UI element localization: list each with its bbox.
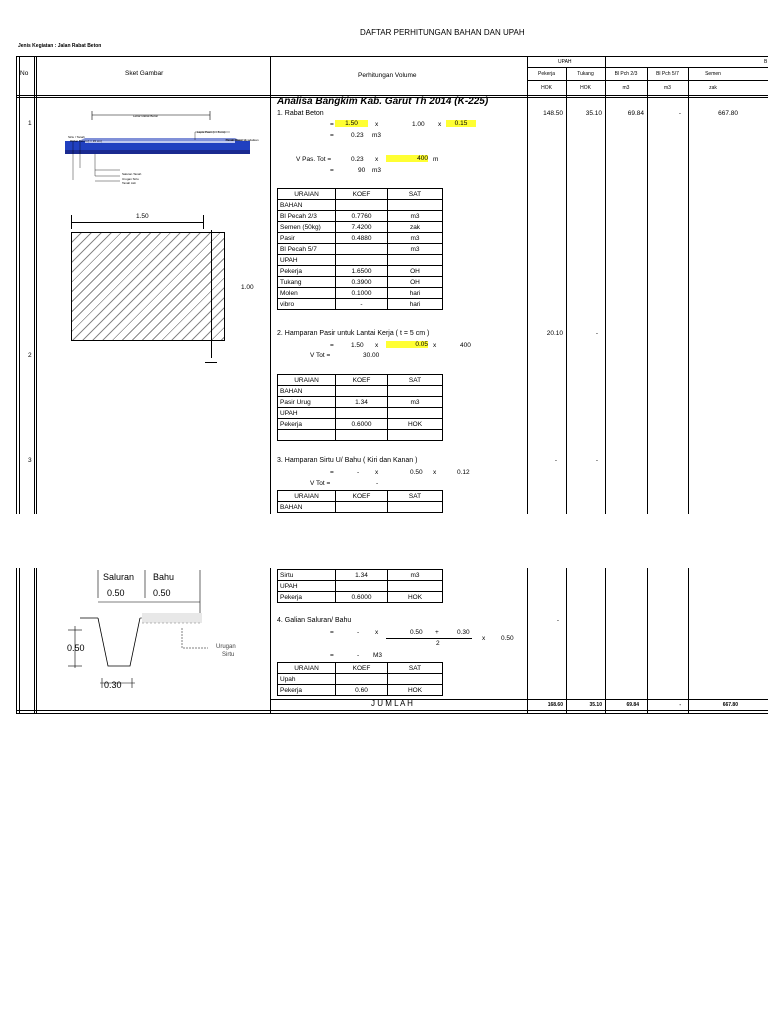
unit-blpch57: m3 (664, 85, 671, 91)
th-koef: KOEF (336, 375, 388, 386)
table-cell: Molen (278, 288, 336, 299)
road-label: Tanah Asli (122, 181, 136, 185)
analisa-title: Analisa Bangkim Kab. Garut Th 2014 (K-225) (277, 96, 489, 107)
item1-blpch23: 69.84 (627, 110, 644, 117)
item2-total-volume: 30.00 (363, 352, 380, 359)
table-cell: BAHAN (278, 200, 336, 211)
road-label: Rabat Beton (t = 15 cm) (70, 139, 102, 143)
item1-semen: 667.80 (718, 110, 738, 117)
table-cell: Pekerja (278, 419, 336, 430)
bahu-label: Bahu (153, 572, 175, 582)
table-cell (336, 674, 388, 685)
table-cell: 1.34 (336, 570, 388, 581)
th-uraian: URAIAN (278, 663, 336, 674)
table-cell: 0.3900 (336, 277, 388, 288)
total-blpch57: - (679, 702, 681, 708)
item1-no: 1 (28, 120, 32, 127)
item3-length: - (357, 469, 360, 476)
unit-label: m3 (372, 167, 382, 174)
sub-tukang: Tukang (577, 71, 594, 77)
item2-pekerja: 20.10 (546, 330, 563, 337)
col-sketch-header: Sket Gambar (125, 70, 164, 77)
th-koef: KOEF (336, 663, 388, 674)
table-cell: 0.60 (336, 685, 388, 696)
unit-tukang: HOK (580, 85, 591, 91)
road-label: Saluran Tanah (122, 172, 142, 176)
table-cell (388, 255, 443, 266)
koef-table-item4 (277, 662, 443, 696)
item4-divisor: 2 (436, 640, 440, 647)
item4-title: 4. Galian Saluran/ Bahu (277, 617, 352, 624)
item1-length: 1.50 (335, 120, 368, 127)
col-no-header: No (20, 70, 29, 77)
road-label: Tanah Dasar dipadatkan (226, 138, 259, 142)
item3-width: 0.50 (410, 469, 423, 476)
table-cell: HOK (388, 419, 443, 430)
urugan-label: Urugan (216, 644, 236, 650)
times-sign: x (375, 121, 379, 128)
road-label: Urugan Sirtu (122, 177, 139, 181)
table-cell: Pekerja (278, 592, 336, 603)
table-cell (388, 581, 443, 592)
item1-title: 1. Rabat Beton (277, 110, 324, 117)
eq-sign: = (330, 121, 334, 128)
table-cell: 1.34 (336, 397, 388, 408)
item1-pekerja: 148.50 (543, 110, 563, 117)
road-label: Lapis Pasir (t = 5 cm) (197, 130, 226, 134)
plan-width-label: 1.50 (136, 213, 149, 220)
vpas-a: 0.23 (351, 156, 364, 163)
table-cell (336, 255, 388, 266)
unit-label: M3 (373, 652, 383, 659)
vpas-length: 400 (386, 155, 428, 162)
times-sign: x (375, 156, 379, 163)
channel-svg (60, 568, 260, 693)
vtot-label: V Tot = (310, 480, 331, 487)
table-cell: BAHAN (278, 386, 336, 397)
col-upah-header: UPAH (558, 59, 572, 65)
koef-table-item3 (277, 490, 443, 513)
road-label: Sirtu / Tanah (68, 135, 85, 139)
total-pekerja: 168.60 (547, 702, 563, 708)
road-section-svg (55, 110, 265, 190)
unit-label: m (433, 156, 439, 163)
table-cell: UPAH (278, 255, 336, 266)
times-sign: x (375, 342, 379, 349)
item1-thickness: 0.15 (446, 120, 476, 127)
item3-pekerja: - (554, 457, 557, 464)
table-cell: BAHAN (278, 502, 336, 513)
table-cell: Tukang (278, 277, 336, 288)
table-cell: vibro (278, 299, 336, 310)
table-cell: Bl Pecah 5/7 (278, 244, 336, 255)
table-cell: Upah (278, 674, 336, 685)
item3-tukang: - (595, 457, 598, 464)
jumlah-label: J U M L A H (371, 699, 413, 708)
unit-semen: zak (709, 85, 717, 91)
plan-height-label: 1.00 (241, 284, 254, 291)
item1-total-volume: 90 (358, 167, 366, 174)
item1-tukang: 35.10 (585, 110, 602, 117)
th-sat: SAT (388, 189, 443, 200)
item3-title: 3. Hamparan Sirtu U/ Bahu ( Kiri dan Kanan ) (277, 457, 418, 464)
item2-width: 1.50 (351, 342, 364, 349)
page-title: DAFTAR PERHITUNGAN BAHAN DAN UPAH (360, 28, 525, 37)
th-sat: SAT (388, 491, 443, 502)
th-uraian: URAIAN (278, 375, 336, 386)
table-cell (388, 430, 443, 441)
eq-sign: = (330, 629, 334, 636)
table-cell (388, 502, 443, 513)
col-volume-header: Perhitungan Volume (358, 72, 417, 79)
table-cell: HOK (388, 685, 443, 696)
table-cell (388, 386, 443, 397)
plan-rectangle (71, 232, 225, 341)
item1-blpch57: - (678, 110, 681, 117)
table-cell: Pasir (278, 233, 336, 244)
item1-unit-volume: 0.23 (351, 132, 364, 139)
item2-no: 2 (28, 352, 32, 359)
table-cell: zak (388, 222, 443, 233)
th-uraian: URAIAN (278, 491, 336, 502)
item4-depth: 0.50 (501, 635, 514, 642)
table-cell: 0.7760 (336, 211, 388, 222)
table-cell: m3 (388, 211, 443, 222)
eq-sign: = (330, 167, 334, 174)
table-cell: Pekerja (278, 266, 336, 277)
table-cell (336, 244, 388, 255)
item2-length: 400 (460, 342, 471, 349)
table-cell: Sirtu (278, 570, 336, 581)
table-cell (336, 200, 388, 211)
plus-sign: + (435, 629, 439, 636)
bahu-width-label: 0.50 (153, 588, 171, 598)
table-cell: Semen (50kg) (278, 222, 336, 233)
times-sign: x (433, 469, 437, 476)
item3-total-volume: - (376, 480, 379, 487)
times-sign: x (482, 635, 486, 642)
table-cell: hari (388, 288, 443, 299)
bottom-width-label: 0.30 (104, 680, 122, 690)
th-sat: SAT (388, 663, 443, 674)
road-top-label: Lebar Rabat Beton (133, 114, 159, 118)
item2-title: 2. Hamparan Pasir untuk Lantai Kerja ( t = 5 cm ) (277, 330, 430, 337)
table-cell (336, 581, 388, 592)
table-cell: 0.1000 (336, 288, 388, 299)
item3-no: 3 (28, 457, 32, 464)
unit-blpch23: m3 (622, 85, 630, 91)
table-cell: 0.6000 (336, 419, 388, 430)
th-sat: SAT (388, 375, 443, 386)
sub-blpch23: Bl Pch 2/3 (614, 71, 638, 77)
unit-label: m3 (372, 132, 382, 139)
times-sign: x (438, 121, 442, 128)
eq-sign: = (330, 469, 334, 476)
sub-blpch57: Bl Pch 5/7 (656, 71, 679, 77)
times-sign: x (375, 629, 379, 636)
table-cell: hari (388, 299, 443, 310)
koef-table-item3-cont (277, 569, 443, 603)
koef-table-item2 (277, 374, 443, 441)
depth-label: 0.50 (67, 643, 85, 653)
table-cell: OH (388, 266, 443, 277)
table-cell: 0.4880 (336, 233, 388, 244)
table-cell: m3 (388, 233, 443, 244)
item4-pekerja: - (556, 617, 559, 624)
item1-width: 1.00 (412, 121, 425, 128)
sub-pekerja: Pekerja (538, 71, 555, 77)
th-uraian: URAIAN (278, 189, 336, 200)
total-blpch23: 69.84 (626, 702, 639, 708)
vpas-label: V Pas. Tot = (296, 156, 332, 163)
eq-sign: = (330, 652, 334, 659)
table-cell: m3 (388, 570, 443, 581)
unit-pekerja: HOK (541, 85, 552, 91)
table-cell: m3 (388, 397, 443, 408)
item2-thickness: 0.05 (386, 341, 428, 348)
item4-length: - (357, 629, 360, 636)
total-tukang: 35.10 (589, 702, 602, 708)
col-bahan-header: B (764, 59, 768, 65)
table-cell: 0.6000 (336, 592, 388, 603)
item4-bottom-width: 0.30 (457, 629, 470, 636)
th-koef: KOEF (336, 189, 388, 200)
kegiatan-label: Jenis Kegiatan : Jalan Rabat Beton (18, 43, 102, 49)
table-cell: Pekerja (278, 685, 336, 696)
table-cell (388, 408, 443, 419)
item3-thickness: 0.12 (457, 469, 470, 476)
vtot-label: V Tot = (310, 352, 331, 359)
table-cell: 1.6500 (336, 266, 388, 277)
table-cell: Bl Pecah 2/3 (278, 211, 336, 222)
sub-semen: Semen (705, 71, 721, 77)
times-sign: x (433, 342, 437, 349)
table-cell: UPAH (278, 408, 336, 419)
item4-top-width: 0.50 (410, 629, 423, 636)
table-cell (388, 674, 443, 685)
eq-sign: = (330, 342, 334, 349)
table-cell: 7.4200 (336, 222, 388, 233)
table-cell (336, 502, 388, 513)
table-cell (336, 430, 388, 441)
table-cell (336, 386, 388, 397)
total-semen: 667.80 (722, 702, 738, 708)
saluran-width-label: 0.50 (107, 588, 125, 598)
times-sign: x (375, 469, 379, 476)
table-cell: UPAH (278, 581, 336, 592)
koef-table-item1 (277, 188, 443, 310)
table-cell: OH (388, 277, 443, 288)
table-cell: Pasir Urug (278, 397, 336, 408)
table-cell: - (336, 299, 388, 310)
table-cell (336, 408, 388, 419)
eq-sign: = (330, 132, 334, 139)
item4-volume: - (357, 652, 360, 659)
table-cell (278, 430, 336, 441)
th-koef: KOEF (336, 491, 388, 502)
table-cell: HOK (388, 592, 443, 603)
item2-tukang: - (595, 330, 598, 337)
table-cell: m3 (388, 244, 443, 255)
table-cell (388, 200, 443, 211)
saluran-label: Saluran (103, 572, 135, 582)
sirtu-label: Sirtu (222, 652, 235, 658)
